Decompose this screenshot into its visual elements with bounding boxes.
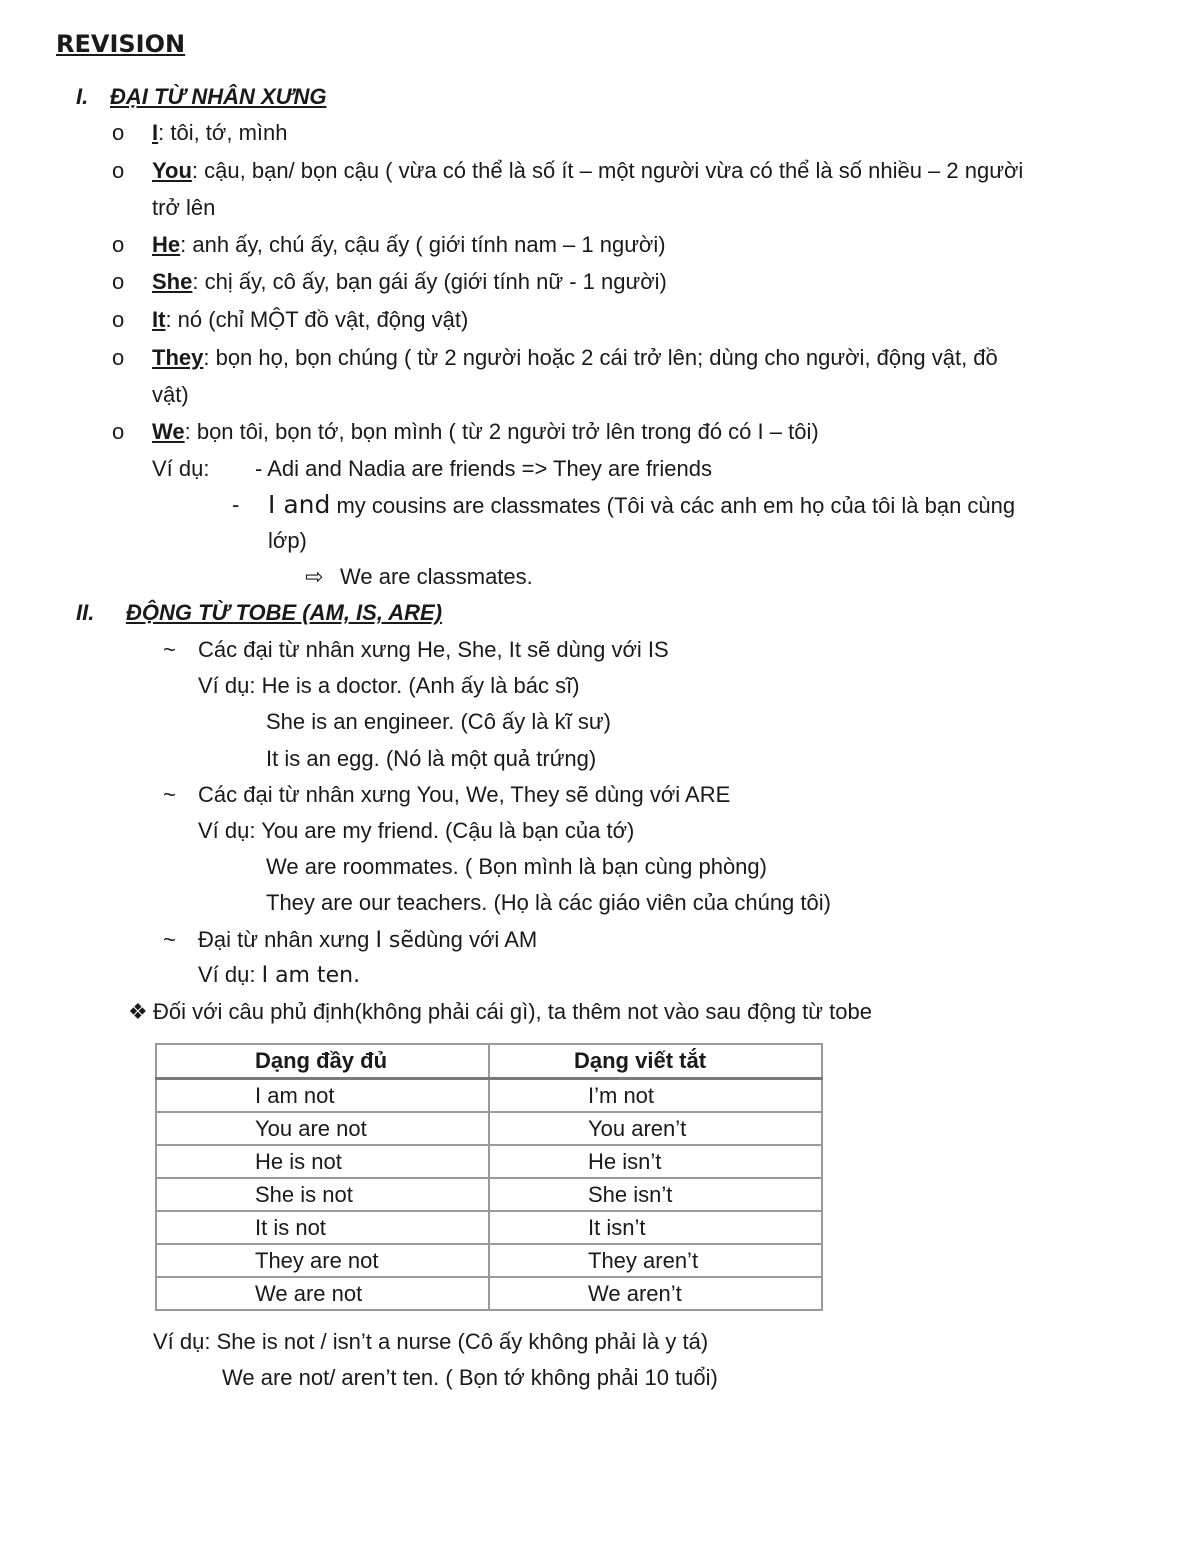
table-cell: It isn’t bbox=[489, 1211, 822, 1244]
section-1-number: I. bbox=[76, 84, 89, 109]
pronoun-item: They: bọn họ, bọn chúng ( từ 2 người hoặc 2 cái trở lên; dùng cho người, động vật, đồ bbox=[152, 345, 998, 370]
pronoun-item: He: anh ấy, chú ấy, cậu ấy ( giới tính nam – 1 người) bbox=[152, 232, 666, 257]
table-header-row bbox=[156, 1044, 822, 1079]
bullet-circle-icon: o bbox=[112, 120, 125, 145]
pronoun-item: You: cậu, bạn/ bọn cậu ( vừa có thể là số ít – một người vừa có thể là số nhiều – 2 người bbox=[152, 158, 1024, 183]
pronoun-item: We: bọn tôi, bọn tớ, bọn mình ( từ 2 người trở lên trong đó có I – tôi) bbox=[152, 419, 819, 444]
rule-is: Các đại từ nhân xưng He, She, It sẽ dùng với IS bbox=[198, 637, 669, 662]
example-line: - Adi and Nadia are friends => They are friends bbox=[255, 456, 712, 481]
table-cell: You aren’t bbox=[489, 1112, 822, 1145]
rule-are: Các đại từ nhân xưng You, We, They sẽ dùng với ARE bbox=[198, 782, 731, 807]
section-1-heading: ĐẠI TỪ NHÂN XƯNG bbox=[110, 84, 327, 109]
table-cell: They aren’t bbox=[489, 1244, 822, 1277]
table-cell: I am not bbox=[156, 1079, 489, 1113]
negation-table bbox=[155, 1043, 823, 1311]
negation-rule: Đối với câu phủ định(không phải cái gì), ta thêm not vào sau động từ tobe bbox=[153, 999, 872, 1024]
example-line: They are our teachers. (Họ là các giáo viên của chúng tôi) bbox=[266, 890, 831, 915]
table-cell: We are not bbox=[156, 1277, 489, 1310]
table-cell: She isn’t bbox=[489, 1178, 822, 1211]
example-line: She is an engineer. (Cô ấy là kĩ sư) bbox=[266, 709, 611, 734]
example-result: We are classmates. bbox=[340, 564, 533, 589]
bullet-circle-icon: o bbox=[112, 419, 125, 444]
table-header-full-form: Dạng đầy đủ bbox=[156, 1044, 489, 1079]
section-2-number: II. bbox=[76, 600, 95, 625]
final-example-line: We are not/ aren’t ten. ( Bọn tớ không phải 10 tuổi) bbox=[222, 1365, 718, 1390]
table-cell: He isn’t bbox=[489, 1145, 822, 1178]
pronoun-item-continuation: vật) bbox=[152, 382, 189, 407]
table-cell: We aren’t bbox=[489, 1277, 822, 1310]
page-title: REVISION bbox=[56, 30, 186, 58]
bullet-circle-icon: o bbox=[112, 345, 125, 370]
table-row bbox=[156, 1145, 822, 1178]
section-2-heading: ĐỘNG TỪ TOBE (AM, IS, ARE) bbox=[126, 600, 443, 625]
rule-am: Đại từ nhân xưng I sẽdùng với AM bbox=[198, 927, 538, 953]
example-line: Ví dụ: I am ten. bbox=[198, 962, 361, 988]
table-row bbox=[156, 1178, 822, 1211]
table-cell: They are not bbox=[156, 1244, 489, 1277]
final-example-line: Ví dụ: She is not / isn’t a nurse (Cô ấy không phải là y tá) bbox=[153, 1329, 709, 1354]
pronoun-item: It: nó (chỉ MỘT đồ vật, động vật) bbox=[152, 307, 469, 332]
example-line-continuation: lớp) bbox=[268, 528, 307, 553]
table-row bbox=[156, 1079, 822, 1113]
pronoun-item: She: chị ấy, cô ấy, bạn gái ấy (giới tính nữ - 1 người) bbox=[152, 269, 667, 294]
bullet-circle-icon: o bbox=[112, 158, 125, 183]
example-dash: - bbox=[232, 492, 240, 517]
pronoun-item-continuation: trở lên bbox=[152, 195, 216, 220]
example-line: I and my cousins are classmates (Tôi và các anh em họ của tôi là bạn cùng bbox=[268, 490, 1016, 519]
table-row bbox=[156, 1112, 822, 1145]
example-line: Ví dụ: He is a doctor. (Anh ấy là bác sĩ) bbox=[198, 673, 580, 698]
diamond-bullet-icon: ❖ bbox=[128, 999, 148, 1024]
example-line: It is an egg. (Nó là một quả trứng) bbox=[266, 746, 597, 771]
tilde-bullet-icon: ~ bbox=[163, 782, 176, 807]
bullet-circle-icon: o bbox=[112, 232, 125, 257]
example-line: Ví dụ: You are my friend. (Cậu là bạn của tớ) bbox=[198, 818, 635, 843]
table-cell: It is not bbox=[156, 1211, 489, 1244]
example-line: We are roommates. ( Bọn mình là bạn cùng phòng) bbox=[266, 854, 767, 879]
table-header-short-form: Dạng viết tắt bbox=[489, 1044, 822, 1079]
table-row bbox=[156, 1244, 822, 1277]
table-cell: He is not bbox=[156, 1145, 489, 1178]
arrow-right-icon: ⇨ bbox=[305, 564, 324, 589]
bullet-circle-icon: o bbox=[112, 307, 125, 332]
table-cell: I’m not bbox=[489, 1079, 822, 1113]
pronoun-item: I: tôi, tớ, mình bbox=[152, 120, 288, 145]
example-label: Ví dụ: bbox=[152, 456, 210, 481]
table-cell: You are not bbox=[156, 1112, 489, 1145]
table-cell: She is not bbox=[156, 1178, 489, 1211]
tilde-bullet-icon: ~ bbox=[163, 637, 176, 662]
bullet-circle-icon: o bbox=[112, 269, 125, 294]
table-row bbox=[156, 1277, 822, 1310]
table-row bbox=[156, 1211, 822, 1244]
tilde-bullet-icon: ~ bbox=[163, 927, 176, 952]
